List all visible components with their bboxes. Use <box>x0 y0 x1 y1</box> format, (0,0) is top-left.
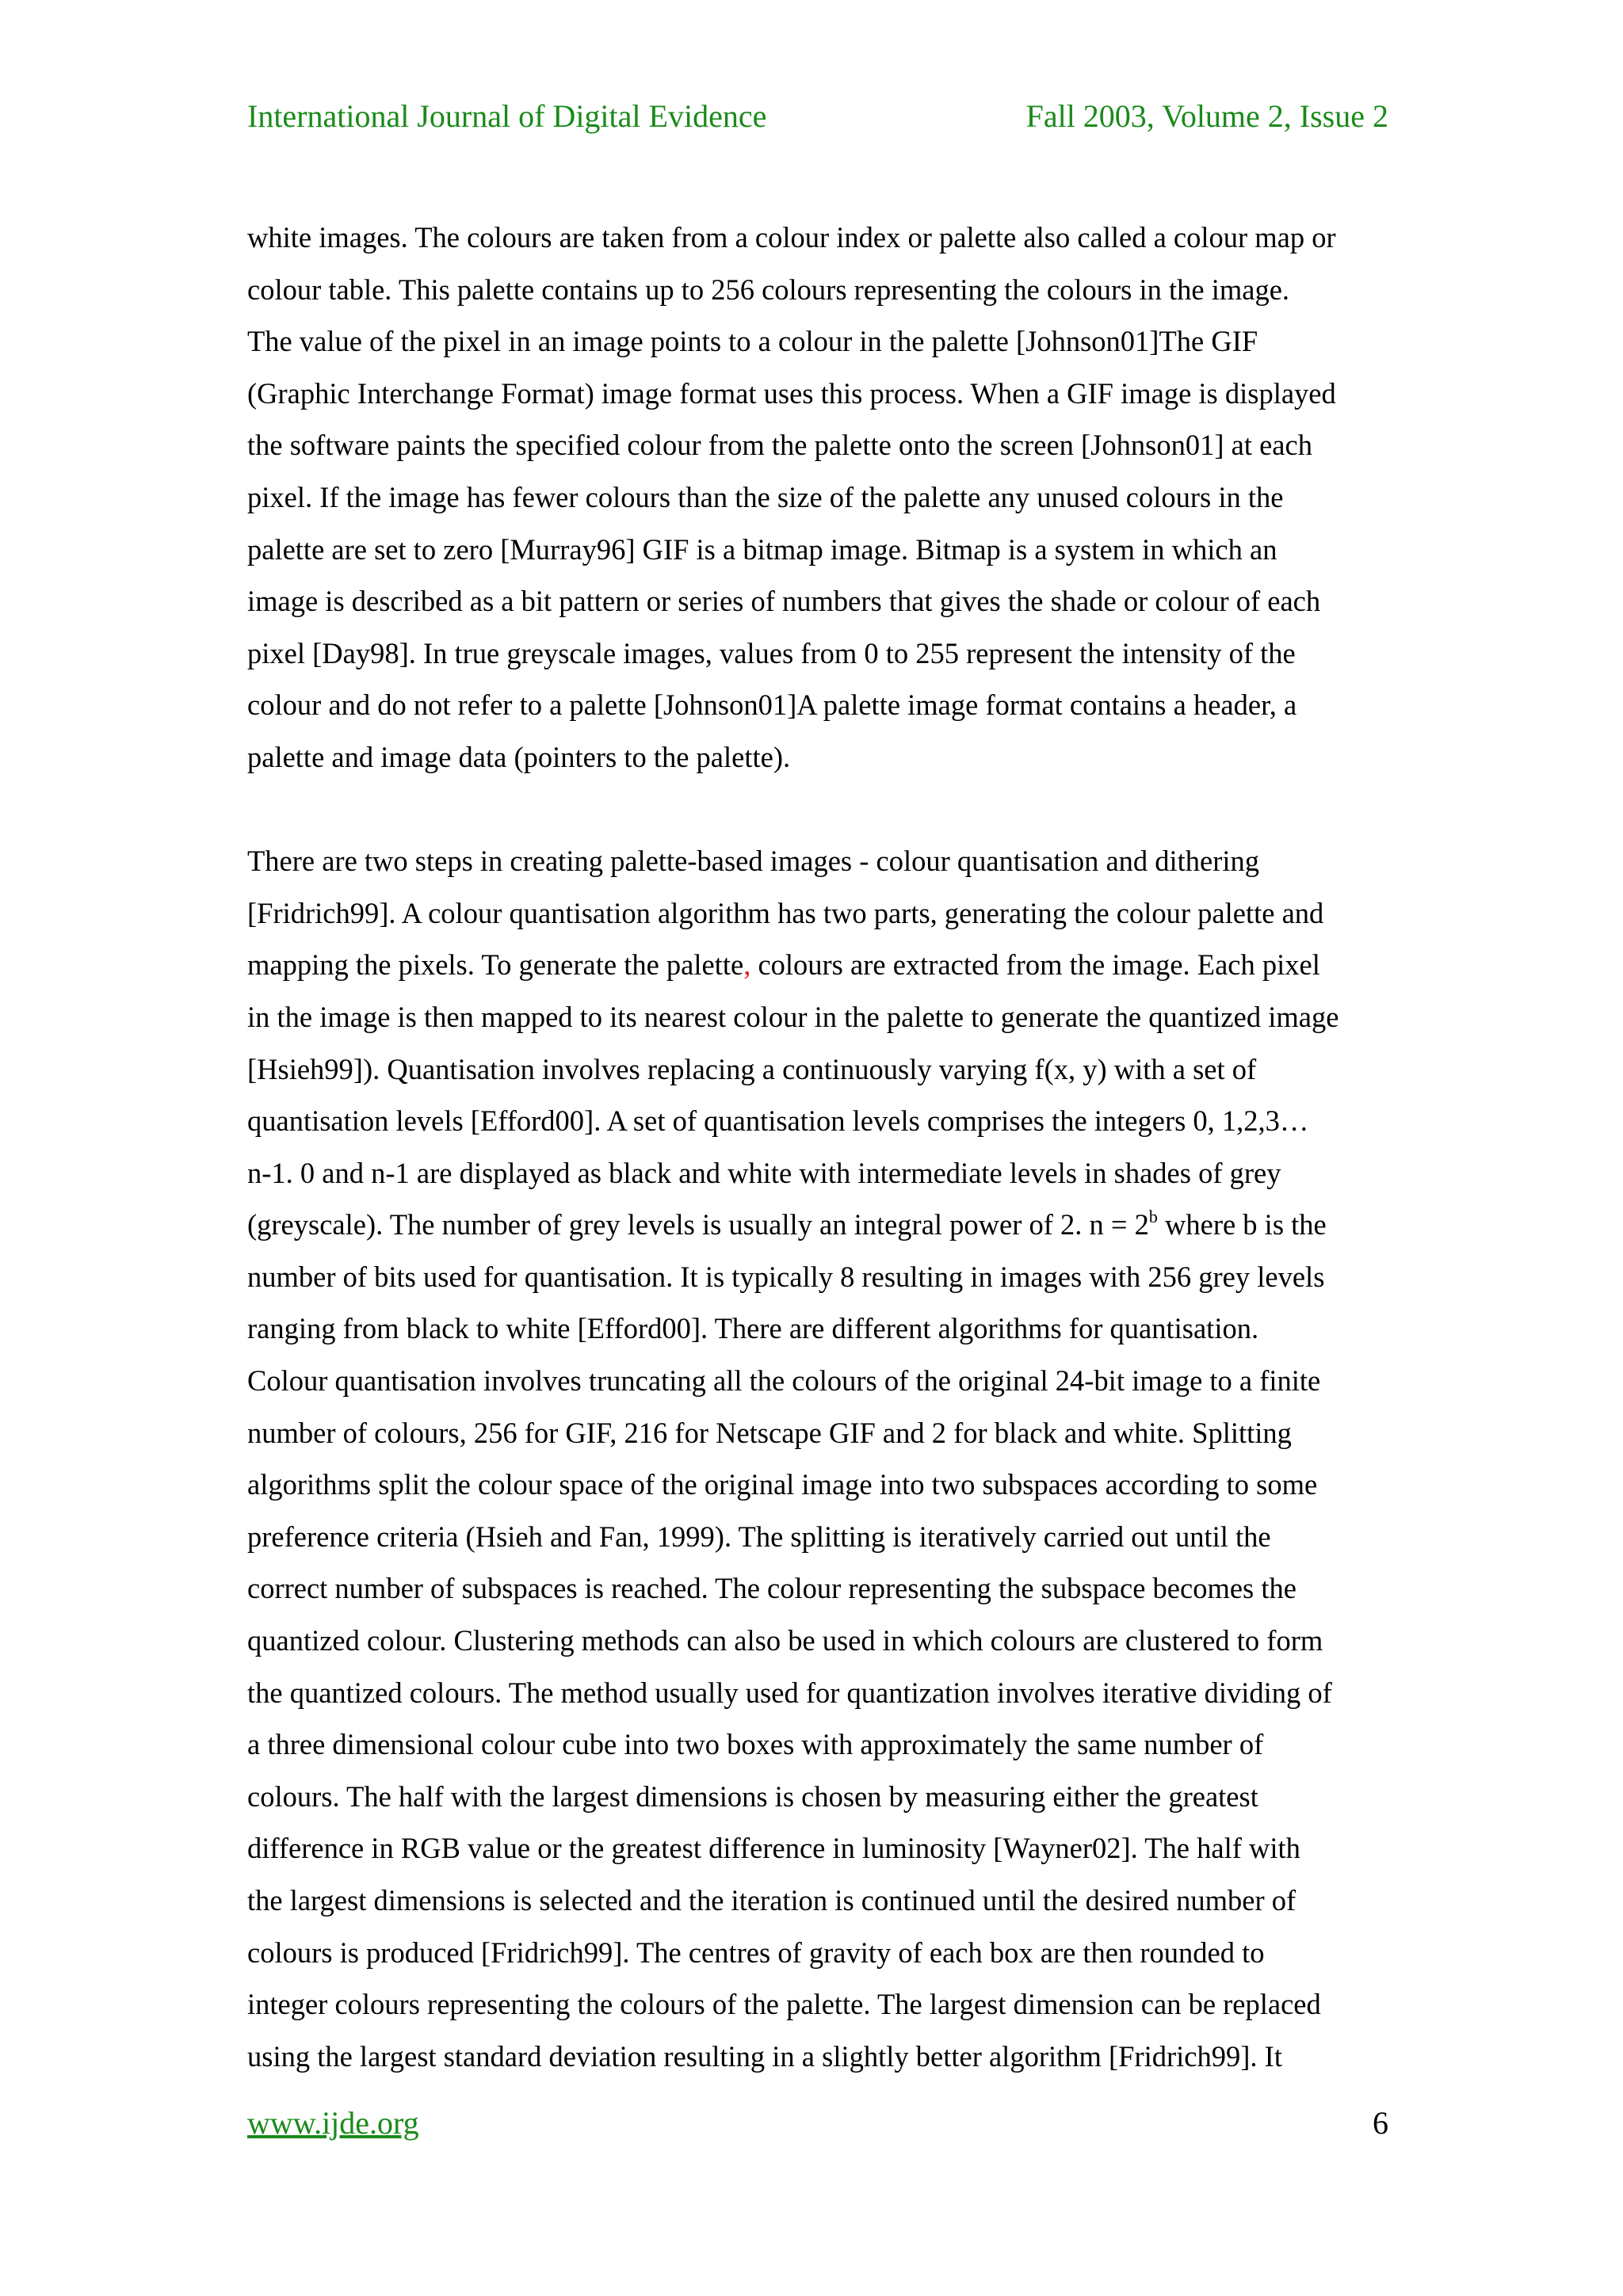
page-header <box>247 97 1388 136</box>
text-line: algorithms split the colour space of the original image into two subspaces according to some <box>247 1468 1318 1501</box>
highlighted-comma: , <box>743 948 751 982</box>
text-segment: where b is the <box>1157 1208 1327 1241</box>
paragraph-1 <box>247 212 1388 784</box>
text-line: pixel [Day98]. In true greyscale images, values from 0 to 255 represent the intensity of the <box>247 636 1296 669</box>
text-line: the software paints the specified colour from the palette onto the screen [Johnson01] at each <box>247 429 1312 462</box>
page-number: 6 <box>1373 2105 1388 2141</box>
text-line: quantisation levels [Efford00]. A set of quantisation levels comprises the integers 0, 1,2,3… <box>247 1104 1309 1138</box>
text-line: white images. The colours are taken from a colour index or palette also called a colour map or <box>247 221 1336 254</box>
text-line: [Fridrich99]. A colour quantisation algorithm has two parts, generating the colour palette and <box>247 896 1324 929</box>
superscript: b <box>1148 1207 1158 1227</box>
text-line: colours. The half with the largest dimensions is chosen by measuring either the greatest <box>247 1779 1258 1813</box>
text-line: using the largest standard deviation resulting in a slightly better algorithm [Fridrich99]. It <box>247 2039 1282 2073</box>
text-line: the largest dimensions is selected and the iteration is continued until the desired number of <box>247 1884 1296 1917</box>
issue-info: Fall 2003, Volume 2, Issue 2 <box>1025 98 1388 134</box>
text-line: correct number of subspaces is reached. The colour representing the subspace becomes the <box>247 1572 1296 1605</box>
text-line: a three dimensional colour cube into two boxes with approximately the same number of <box>247 1728 1264 1761</box>
text-line: preference criteria (Hsieh and Fan, 1999). The splitting is iteratively carried out until the <box>247 1520 1271 1553</box>
paragraph-2 <box>247 835 1388 2082</box>
text-line: pixel. If the image has fewer colours than the size of the palette any unused colours in the <box>247 480 1284 513</box>
text-segment: (greyscale). The number of grey levels is usually an integral power of 2. n = 2 <box>247 1208 1149 1241</box>
text-line <box>247 939 1388 991</box>
journal-title: International Journal of Digital Evidence <box>247 98 767 134</box>
body-text <box>247 212 1388 2082</box>
text-line: [Hsieh99]). Quantisation involves replacing a continuously varying f(x, y) with a set of <box>247 1052 1257 1085</box>
text-line: integer colours representing the colours of the palette. The largest dimension can be replaced <box>247 1988 1321 2021</box>
page-footer <box>247 2103 1388 2143</box>
paragraph-gap <box>247 784 1388 836</box>
text-line: The value of the pixel in an image points to a colour in the palette [Johnson01]The GIF <box>247 325 1258 358</box>
website-link[interactable]: www.ijde.org <box>247 2105 419 2141</box>
text-line <box>247 1199 1388 1251</box>
text-line: number of bits used for quantisation. It is typically 8 resulting in images with 256 grey levels <box>247 1260 1325 1293</box>
text-line: n-1. 0 and n-1 are displayed as black and white with intermediate levels in shades of grey <box>247 1156 1281 1189</box>
text-line: There are two steps in creating palette-based images - colour quantisation and dithering <box>247 845 1260 878</box>
text-line: (Graphic Interchange Format) image format uses this process. When a GIF image is displayed <box>247 376 1336 410</box>
text-line: colour table. This palette contains up to 256 colours representing the colours in the image. <box>247 273 1290 306</box>
text-line: quantized colour. Clustering methods can also be used in which colours are clustered to form <box>247 1624 1323 1657</box>
text-line: ranging from black to white [Efford00]. There are different algorithms for quantisation. <box>247 1312 1259 1345</box>
text-line: colour and do not refer to a palette [Johnson01]A palette image format contains a header, a <box>247 688 1297 722</box>
text-segment: mapping the pixels. To generate the palette <box>247 948 744 982</box>
text-line: in the image is then mapped to its nearest colour in the palette to generate the quantized image <box>247 1000 1339 1033</box>
text-line: the quantized colours. The method usually used for quantization involves iterative dividing of <box>247 1676 1332 1709</box>
text-line: image is described as a bit pattern or series of numbers that gives the shade or colour of each <box>247 585 1321 618</box>
text-line: Colour quantisation involves truncating all the colours of the original 24-bit image to a finite <box>247 1364 1321 1398</box>
text-line: palette are set to zero [Murray96] GIF is a bitmap image. Bitmap is a system in which an <box>247 532 1277 566</box>
text-line: difference in RGB value or the greatest difference in luminosity [Wayner02]. The half with <box>247 1832 1300 1865</box>
text-segment: colours are extracted from the image. Each pixel <box>750 948 1320 982</box>
text-line: palette and image data (pointers to the palette). <box>247 740 791 773</box>
text-line: colours is produced [Fridrich99]. The centres of gravity of each box are then rounded to <box>247 1936 1265 1969</box>
text-line: number of colours, 256 for GIF, 216 for Netscape GIF and 2 for black and white. Splitting <box>247 1416 1292 1449</box>
